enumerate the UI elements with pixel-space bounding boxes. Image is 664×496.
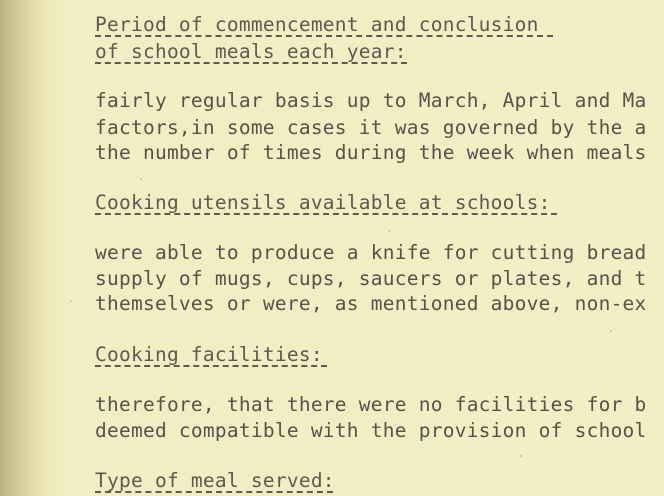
heading-underline (95, 365, 327, 367)
section-heading-line: Cooking utensils available at schools: (95, 191, 551, 214)
paper-speck (140, 178, 142, 180)
body-text-line: themselves or were, as mentioned above, non-ex (95, 292, 647, 315)
body-text-line: therefore, that there were no facilities for b (95, 393, 647, 416)
paper-speck (388, 230, 390, 232)
section-heading-line: of school meals each year: (95, 40, 407, 63)
body-text-line: fairly regular basis up to March, April and Ma (95, 89, 647, 112)
heading-underline (95, 491, 333, 493)
section-heading-line: Cooking facilities: (95, 343, 323, 366)
body-text-line: deemed compatible with the provision of school (95, 419, 647, 442)
heading-underline (95, 35, 553, 37)
heading-underline (95, 213, 557, 215)
body-text-line: supply of mugs, cups, saucers or plates, and t (95, 267, 647, 290)
body-text-line: factors,in some cases it was governed by the a (95, 116, 647, 139)
paper-speck (520, 455, 522, 457)
body-text-line: were able to produce a knife for cutting bread (95, 241, 647, 264)
section-heading-line: Period of commencement and conclusion (95, 13, 539, 36)
section-heading-line: Type of meal served: (95, 469, 335, 492)
paper-speck (610, 330, 612, 332)
body-text-line: the number of times during the week when meals (95, 141, 647, 164)
page-binding-shadow (0, 0, 48, 496)
heading-underline (95, 62, 407, 64)
paper-speck (70, 300, 72, 302)
